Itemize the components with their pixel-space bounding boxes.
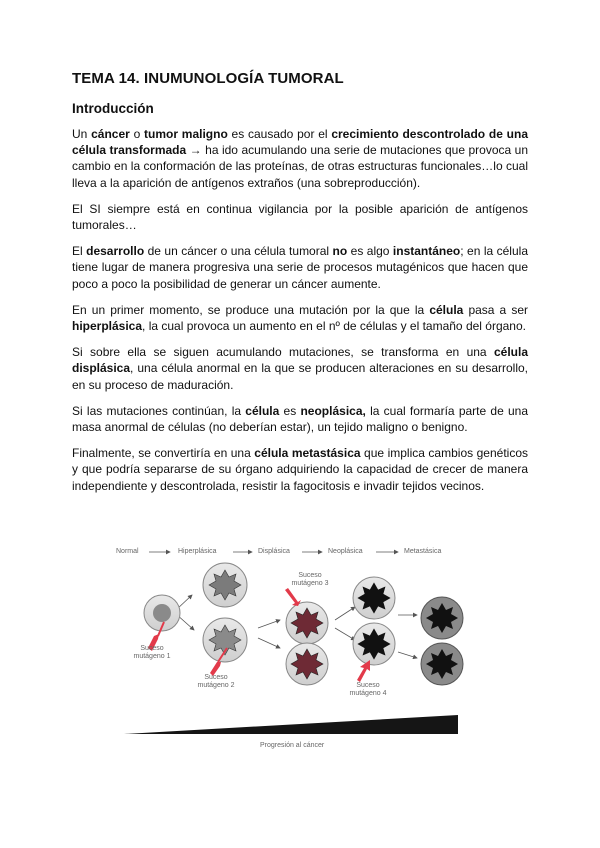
stage-dysplastic-label: Displásica	[258, 548, 290, 555]
paragraph-4: En un primer momento, se produce una mutación por la que la célula pasa a ser hiperplásica, la cual provoca un aumento en el nº de células y el tamaño del órgano.	[72, 302, 528, 334]
paragraph-7: Finalmente, se convertiría en una célula metastásica que implica cambios genéticos y que podría separarse de su órgano adquiriendo la capacidad de crecer de manera independiente y descontrolada, resistir la fagocitosis e invadir tejidos vecinos.	[72, 446, 528, 493]
cancer-progression-figure	[112, 540, 472, 760]
document-title: TEMA 14. INUMUNOLOGÍA TUMORAL	[72, 70, 344, 87]
neoplastic-cell-bottom	[353, 623, 395, 665]
stage-metastatic-label: Metastásica	[404, 548, 442, 555]
stage-hyperplastic-label: Hiperplásica	[178, 548, 217, 555]
figure-caption: Progresión al cáncer	[260, 742, 325, 749]
stage-neoplastic-label: Neoplásica	[328, 548, 363, 555]
mutagen-2-label: Suceso mutágeno 2	[197, 674, 235, 689]
metastatic-cell-bottom	[421, 643, 463, 685]
document-page	[72, 70, 528, 504]
dysplastic-cell-bottom	[286, 643, 328, 685]
mutagen-4-arrow	[357, 660, 370, 682]
hyperplastic-cell-top	[203, 563, 247, 607]
neoplastic-cell-top	[353, 577, 395, 619]
metastatic-cell-top	[421, 597, 463, 639]
paragraph-2: El SI siempre está en continua vigilancia por la posible aparición de antígenos tumorales…	[72, 201, 528, 233]
progression-wedge	[124, 715, 458, 734]
paragraph-5: Si sobre ella se siguen acumulando mutaciones, se transforma en una célula displásica, una célula anormal en la que se producen alteraciones en su desarrollo, en su proceso de maduración.	[72, 345, 528, 392]
mutagen-4-label: Suceso mutágeno 4	[349, 682, 387, 697]
stage-normal-label: Normal	[116, 548, 139, 555]
paragraph-3: El desarrollo de un cáncer o una célula tumoral no es algo instantáneo; en la célula tiene lugar de manera progresiva una serie de procesos mutagénicos que hacen que poco a poco la posibilidad de generar un cáncer aumente.	[72, 244, 528, 291]
mutagen-1-label: Suceso mutágeno 1	[133, 645, 171, 660]
paragraph-1: Un cáncer o tumor maligno es causado por el crecimiento descontrolado de una célula transformada → ha ido acumulando una serie de mutaciones que provoca un cambio en la conformación de las proteínas, de otras estructuras funcionales…lo cual lleva a la aparición de antígenos extraños (una sobreproducción).	[72, 127, 528, 190]
paragraph-6: Si las mutaciones continúan, la célula es neoplásica, la cual formaría parte de una masa anormal de células (no deberían estar), un tejido maligno o benigno.	[72, 403, 529, 435]
dysplastic-cell-top	[286, 602, 328, 644]
mutagen-3-label: Suceso mutágeno 3	[291, 572, 329, 587]
hyperplastic-cell-bottom	[203, 618, 247, 662]
mutagen-3-arrow	[285, 588, 301, 606]
section-heading: Introducción	[72, 101, 154, 116]
